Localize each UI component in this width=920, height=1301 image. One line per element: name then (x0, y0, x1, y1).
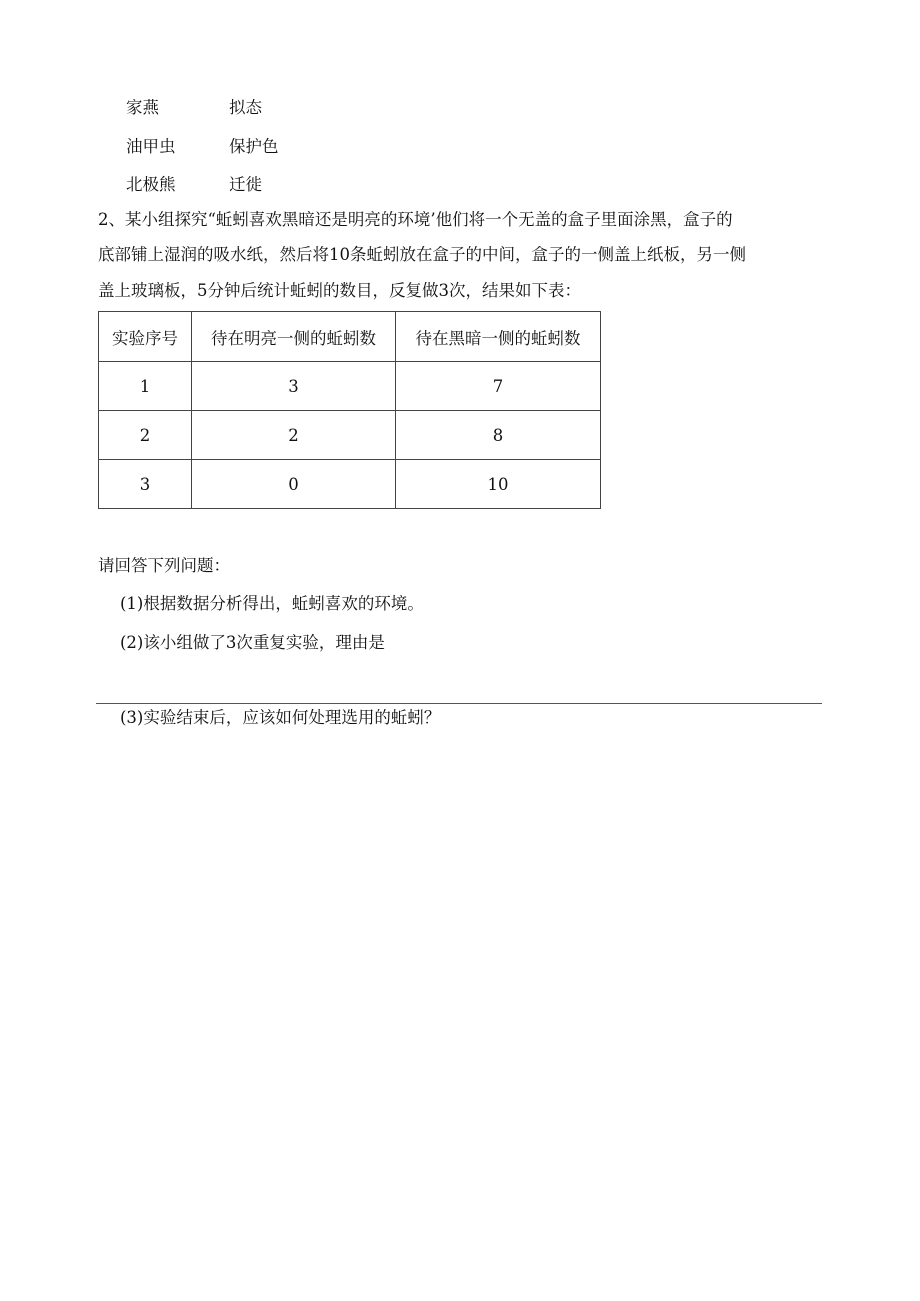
sub-question-2: (2)该小组做了3次重复实验，理由是 (120, 633, 385, 652)
table-cell: 3 (192, 362, 396, 411)
table-header-cell: 待在黑暗一侧的蚯蚓数 (396, 312, 601, 362)
table-cell: 1 (99, 362, 192, 411)
sub-question-1: (1)根据数据分析得出，蚯蚓喜欢的环境。 (120, 594, 424, 613)
question-text-line: 盖上玻璃板，5分钟后统计蚯蚓的数目，反复做3次，结果如下表： (98, 281, 581, 300)
animal-name: 油甲虫 (126, 137, 176, 156)
table-cell: 2 (99, 411, 192, 460)
trait-name: 拟态 (229, 98, 262, 117)
animal-name: 北极熊 (126, 175, 176, 194)
table-header-cell: 实验序号 (99, 312, 192, 362)
table-cell: 3 (99, 460, 192, 509)
answer-prompt: 请回答下列问题： (98, 556, 230, 575)
animal-name: 家燕 (126, 98, 159, 117)
experiment-results-table (98, 311, 601, 509)
question-text-line: 2、某小组探究“蚯蚓喜欢黑暗还是明亮的环境’他们将一个无盖的盒子里面涂黑，盒子的 (98, 210, 733, 229)
trait-name: 迁徙 (229, 175, 262, 194)
pair-row (126, 173, 262, 197)
table-row (99, 411, 601, 460)
table-row (99, 362, 601, 411)
pair-row (126, 96, 262, 120)
table-header-row (99, 312, 601, 362)
table-cell: 8 (396, 411, 601, 460)
question-text-line: 底部铺上湿润的吸水纸，然后将10条蚯蚓放在盒子的中间，盒子的一侧盖上纸板，另一侧 (98, 245, 746, 264)
pair-row (126, 135, 279, 159)
table-cell: 10 (396, 460, 601, 509)
table-cell: 0 (192, 460, 396, 509)
table-cell: 7 (396, 362, 601, 411)
sub-question-3: (3)实验结束后，应该如何处理选用的蚯蚓？ (120, 708, 441, 727)
trait-name: 保护色 (229, 137, 279, 156)
table-cell: 2 (192, 411, 396, 460)
table-header-cell: 待在明亮一侧的蚯蚓数 (192, 312, 396, 362)
answer-line[interactable] (96, 703, 822, 704)
table-row (99, 460, 601, 509)
